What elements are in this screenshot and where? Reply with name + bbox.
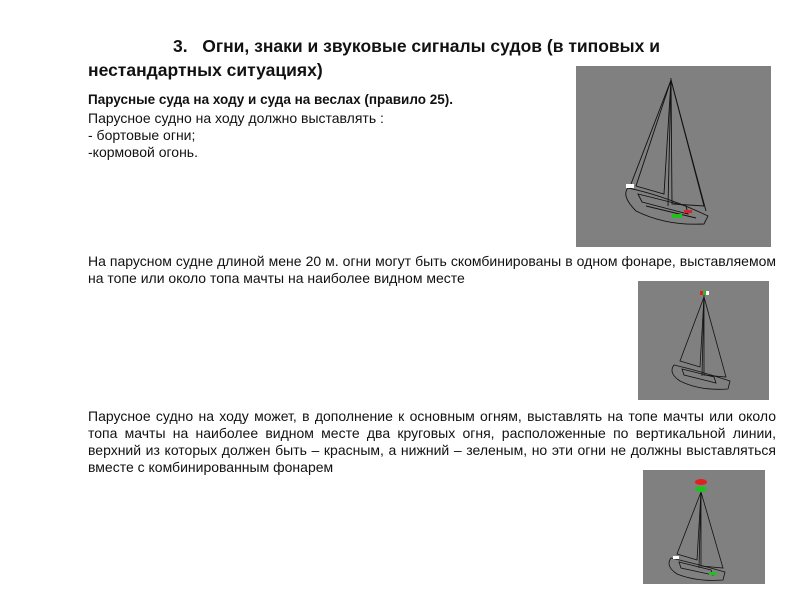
combined-lantern-green [703,291,706,295]
lights-list [88,110,568,161]
stern-light [626,184,634,188]
green-side-light [709,572,717,575]
sailboat-illustration-2 [638,281,769,400]
list-item-side-lights: - бортовые огни; [88,127,196,143]
sailboat-red-green-masthead-image [643,470,765,584]
list-item-stern-light: -кормовой огонь. [88,144,198,160]
green-all-round-light [695,486,707,492]
title-line-2: нестандартных ситуациях) [88,60,323,80]
red-all-round-light [695,479,707,485]
combined-lantern-red [700,291,703,295]
sailboat-illustration-1 [576,66,771,247]
sailboat-illustration-3 [643,470,765,584]
combined-lantern-white [706,291,709,295]
masthead-lights-paragraph: Парусное судно на ходу может, в дополнение к основным огням, выставлять на топе мачты или около топа мачты на наиболее видном месте два круговых огня, расположенные по вертикальной линии, верхний из которых должен быть – красным, а нижний – зеленым, но эти огни не должны выставляться вместе с комбинированным фонарем [88,408,776,475]
sailboat-side-lights-image [576,66,771,247]
stern-light [673,556,679,559]
combined-lantern-paragraph: На парусном судне длиной мене 20 м. огни могут быть скомбинированы в одном фонаре, выставляемом на топе или около топа мачты на наиболее видном месте [88,253,776,286]
section-number: 3. [173,36,188,56]
title-line-1: Огни, знаки и звуковые сигналы судов (в типовых и [202,36,660,56]
green-side-light [672,214,682,218]
red-side-light [684,210,692,213]
list-intro: Парусное судно на ходу должно выставлять : [88,110,384,126]
section-heading: Парусные суда на ходу и суда на веслах (правило 25). [88,92,453,107]
sailboat-combined-lantern-image [638,281,769,400]
